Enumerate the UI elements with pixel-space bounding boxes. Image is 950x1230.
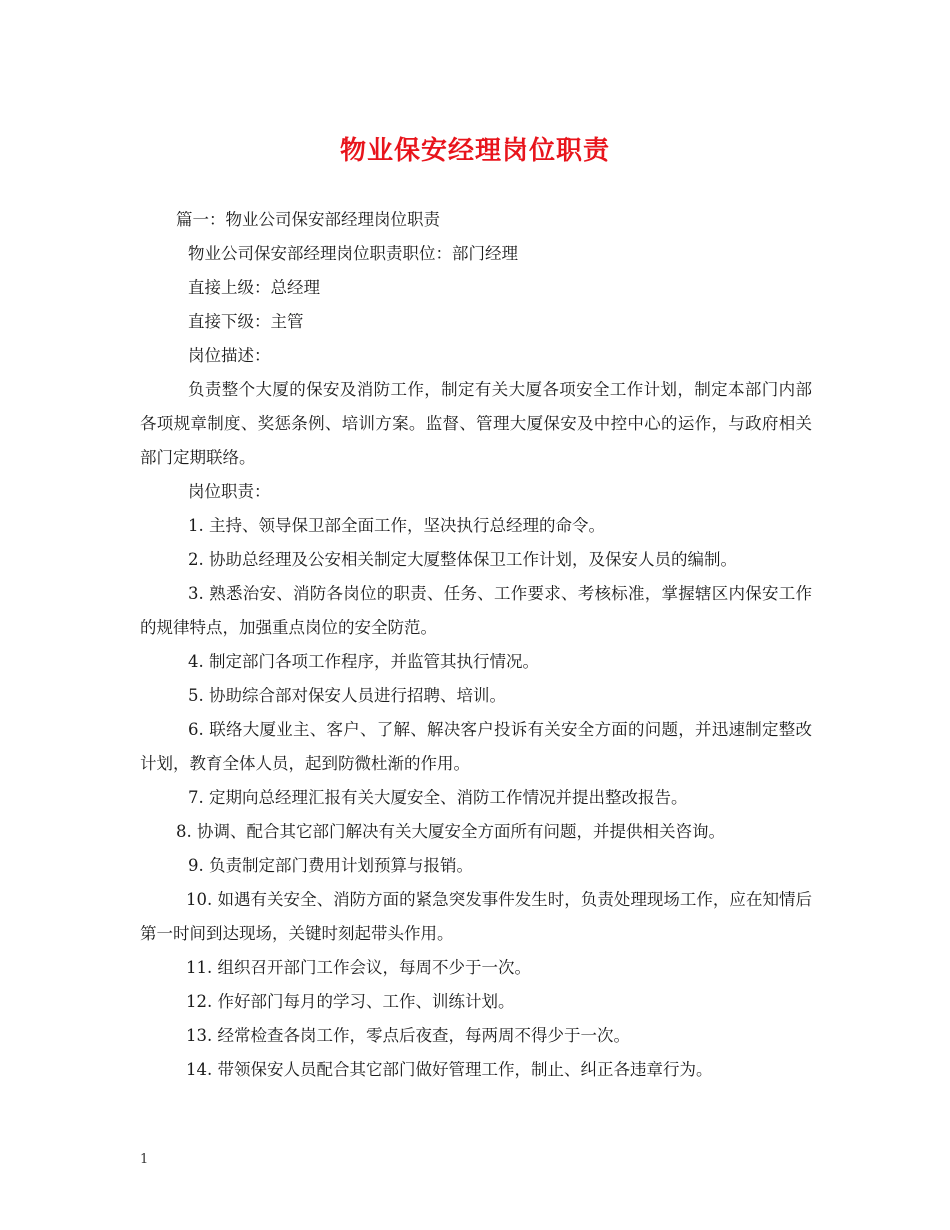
duty-item: 2. 协助总经理及公安相关制定大厦整体保卫工作计划，及保安人员的编制。 <box>188 550 737 569</box>
document-title: 物业保安经理岗位职责 <box>339 136 610 166</box>
section-heading: 篇一：物业公司保安部经理岗位职责 <box>176 210 440 229</box>
document-body <box>140 203 812 1087</box>
duty-item: 7. 定期向总经理汇报有关大厦安全、消防工作情况并提出整改报告。 <box>188 788 688 807</box>
duty-item: 12. 作好部门每月的学习、工作、训练计划。 <box>186 992 515 1011</box>
duty-item: 5. 协助综合部对保安人员进行招聘、培训。 <box>188 686 506 705</box>
superior-line: 直接上级：总经理 <box>188 278 320 297</box>
position-line: 物业公司保安部经理岗位职责职位：部门经理 <box>188 244 518 263</box>
duty-item: 8. 协调、配合其它部门解决有关大厦安全方面所有问题，并提供相关咨询。 <box>176 822 725 841</box>
description-paragraph: 负责整个大厦的保安及消防工作，制定有关大厦各项安全工作计划，制定本部门内部各项规章制度、奖惩条例、培训方案。监督、管理大厦保安及中控中心的运作，与政府相关部门定期联络。 <box>140 380 812 467</box>
duty-item: 6. 联络大厦业主、客户、了解、解决客户投诉有关安全方面的问题，并迅速制定整改计划，教育全体人员，起到防微杜渐的作用。 <box>140 720 812 773</box>
description-heading: 岗位描述： <box>188 346 271 365</box>
duty-item: 1. 主持、领导保卫部全面工作，坚决执行总经理的命令。 <box>188 516 605 535</box>
duty-item: 10. 如遇有关安全、消防方面的紧急突发事件发生时，负责处理现场工作，应在知情后第一时间到达现场，关键时刻起带头作用。 <box>140 890 812 943</box>
page-number: 1 <box>140 1152 149 1167</box>
duty-item: 11. 组织召开部门工作会议，每周不少于一次。 <box>186 958 531 977</box>
duties-heading: 岗位职责： <box>188 482 271 501</box>
duty-item: 9. 负责制定部门费用计划预算与报销。 <box>188 856 473 875</box>
duty-item: 4. 制定部门各项工作程序，并监管其执行情况。 <box>188 652 539 671</box>
duty-item: 13. 经常检查各岗工作，零点后夜查，每两周不得少于一次。 <box>186 1026 630 1045</box>
duty-item: 14. 带领保安人员配合其它部门做好管理工作，制止、纠正各违章行为。 <box>186 1060 713 1079</box>
duty-item: 3. 熟悉治安、消防各岗位的职责、任务、工作要求、考核标准，掌握辖区内保安工作的规律特点，加强重点岗位的安全防范。 <box>140 584 812 637</box>
subordinate-line: 直接下级：主管 <box>188 312 304 331</box>
